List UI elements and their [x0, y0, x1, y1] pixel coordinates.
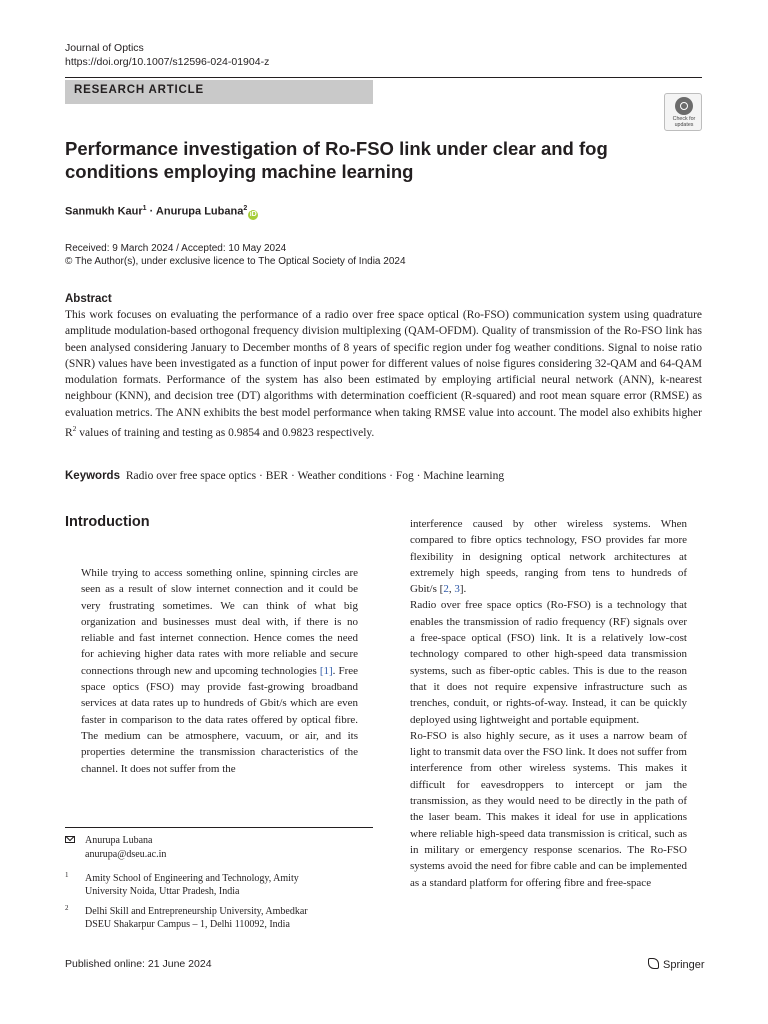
corresponding-author-name: Anurupa Lubana	[85, 835, 153, 846]
publisher-logo	[648, 958, 705, 971]
affiliation-2-number: 2	[65, 904, 69, 912]
copyright-notice: © The Author(s), under exclusive licence to The Optical Society of India 2024	[65, 256, 406, 267]
abstract-text	[65, 307, 702, 441]
abstract-superscript: 2	[72, 424, 77, 434]
intro-paragraph-4: Ro-FSO is also highly secure, as it uses a narrow beam of light to transmit data over the FSO link. It does not suffer from interference from other wireless systems. This makes it difficult for eavesdroppers to intercept or jam the transmission, as they would need to be directly in the path of the laser beam. This makes it ideal for use in applications where reliable high-speed data transmission is critical, such as in military or emergency response scenarios. The Ro-FSO systems avoid the need for fibre cable and can be implemented as a standard platform for offering fibre and free-space	[410, 729, 687, 889]
abstract-heading: Abstract	[65, 293, 112, 305]
affiliation-1-line-1: Amity School of Engineering and Technology, Amity	[85, 873, 299, 884]
right-column	[410, 516, 687, 891]
footnote-rule	[65, 827, 373, 828]
author-1-name: Sanmukh Kaur	[65, 205, 143, 218]
article-title: Performance investigation of Ro-FSO link under clear and fog conditions employing machine learning	[65, 138, 608, 182]
author-separator: ·	[146, 205, 156, 218]
keywords-list: Radio over free space optics · BER · Weather conditions · Fog · Machine learning	[125, 470, 505, 482]
keywords-label: Keywords	[65, 470, 120, 482]
affiliation-2-line-1: Delhi Skill and Entrepreneurship University, Ambedkar	[85, 906, 308, 917]
citation-link[interactable]: 3	[454, 583, 460, 596]
intro-paragraph-2-text: interference caused by other wireless systems. When compared to fibre optics technology, FSO provides far more flexibility in designing optical network architectures at extremely high speeds, ranging from tens to hundreds of Gbit/s [	[410, 518, 687, 596]
left-column	[81, 565, 358, 777]
check-for-updates-icon[interactable]	[664, 93, 702, 131]
orcid-icon[interactable]: iD	[249, 210, 257, 218]
corresponding-author	[65, 834, 365, 847]
affiliation-2	[85, 905, 355, 931]
introduction-heading: Introduction	[65, 514, 150, 530]
envelope-icon	[65, 836, 75, 843]
published-online-date: Published online: 21 June 2024	[65, 958, 212, 970]
intro-paragraph-1-text-cont: . Free space optics (FSO) may provide fast-growing broadband services at data rates up to hundreds of Gbit/s which are even faster in comparison to the data rates offered by optical fibre. The medium can be atmosphere, vacuum, or air, and its properties determine the transmission characteristics of the channel. It does not suffer from the	[81, 664, 358, 775]
abstract-body-end: values of training and testing as 0.9854 and 0.9823 respectively.	[76, 426, 375, 439]
publisher-name: Springer	[663, 959, 705, 971]
intro-paragraph-1	[81, 565, 358, 777]
intro-paragraph-2-text-end: ].	[459, 583, 467, 596]
citation-separator: ,	[448, 583, 455, 596]
affiliation-1-number: 1	[65, 871, 69, 879]
author-1-affiliation: 1	[142, 205, 147, 212]
check-updates-label: Check for updates	[672, 116, 696, 128]
affiliation-1-line-2: University Noida, Uttar Pradesh, India	[85, 886, 240, 897]
affiliation-2-line-2: DSEU Shakarpur Campus – 1, Delhi 110092, India	[85, 919, 290, 930]
citation-link[interactable]: [1]	[319, 664, 333, 677]
intro-paragraph-1-text: While trying to access something online, spinning circles are seen as a result of slow internet connection and it could be very frustrating sometimes. We can think of what big organization and businesses must deal with, if there is no reliable and fast internet connection. Hence comes the need for achieving higher data rates with more reliable and secure connections through new and upcoming technologies	[81, 567, 358, 677]
affiliation-1	[85, 872, 355, 898]
journal-name: Journal of Optics	[65, 42, 144, 54]
check-updates-disc-icon	[675, 97, 693, 115]
author-2-affiliation: 2	[243, 205, 248, 212]
doi-link[interactable]: https://doi.org/10.1007/s12596-024-01904-z	[65, 56, 270, 68]
intro-paragraph-2	[410, 516, 687, 597]
intro-paragraph-3: Radio over free space optics (Ro-FSO) is a technology that enables the transmission of radio frequency (RF) signals over a free-space optical (FSO) link. It is a relatively low-cost technology compared to other high-speed data transmission systems, such as fiber-optic cables. This is due to the reason that it does not require expensive infrastructure such as trenches, conduit, or rights-of-way. Instead, it can be quickly deployed using lightweight and portable equipment.	[410, 599, 687, 726]
citation-link[interactable]: 2	[443, 583, 449, 596]
received-accepted-dates: Received: 9 March 2024 / Accepted: 10 May 2024	[65, 243, 287, 254]
article-type-bar	[65, 80, 373, 104]
header-rule	[65, 77, 702, 78]
springer-horse-icon	[648, 958, 659, 969]
article-type-label: RESEARCH ARTICLE	[74, 84, 204, 96]
author-2-name: Anurupa Lubana	[155, 205, 244, 218]
keywords	[65, 470, 504, 482]
author-list	[65, 205, 258, 220]
abstract-body: This work focuses on evaluating the performance of a radio over free space optical (Ro-FSO) communication system using quadrature amplitude modulation-based orthogonal frequency division multiplexing (QAM-OFDM). Quality of transmission of the Ro-FSO link has been analysed considering January to December months of 8 years of specific region under fog weather conditions. Signal to noise ratio (SNR) values have been investigated as a function of input power for different values of noise figures considering 32-QAM and 64-QAM modulation formats. Performance of the system has also been estimated by employing artificial neural network (ANN), k-nearest neighbour (KNN), and decision tree (DT) algorithms with determination coefficient (R-squared) and root mean square error (RMSE) as evaluation metrics. The ANN exhibits the best model performance when taking RMSE value into account. The model also exhibits higher R	[65, 309, 702, 439]
corresponding-author-email[interactable]: anurupa@dseu.ac.in	[85, 849, 167, 860]
